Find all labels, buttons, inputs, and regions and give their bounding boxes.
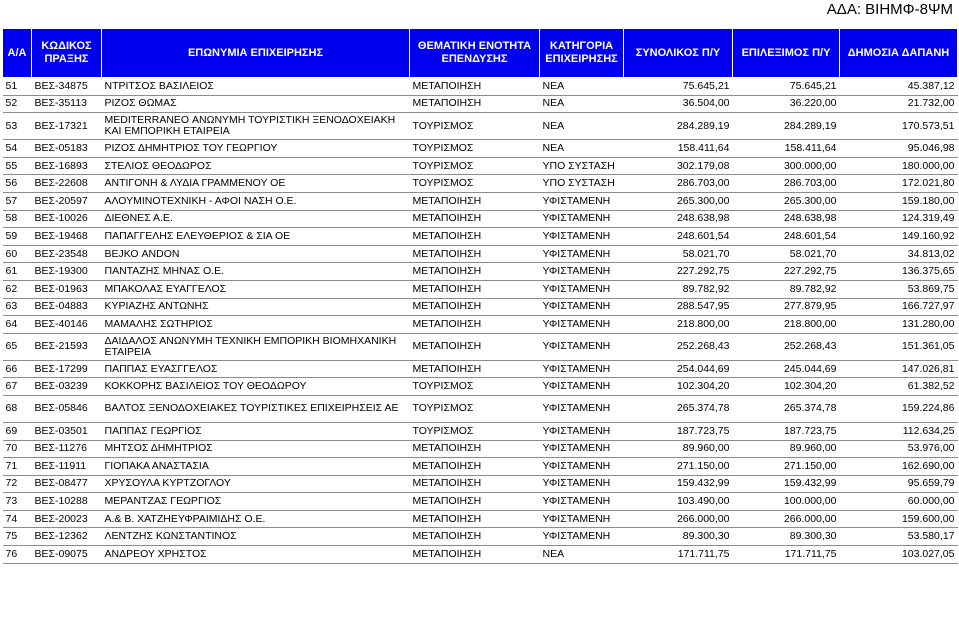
cell-total: 75.645,21 xyxy=(624,78,733,96)
cell-category: ΝΕΑ xyxy=(540,546,624,564)
cell-public: 166.727,97 xyxy=(840,298,958,316)
table-row xyxy=(3,113,958,140)
cell-category: ΥΦΙΣΤΑΜΕΝΗ xyxy=(540,528,624,546)
cell-public: 45.387,12 xyxy=(840,78,958,96)
cell-name: ΠΑΠΠΑΣ ΕΥΑΣΓΓΕΛΟΣ xyxy=(102,360,410,378)
cell-aa: 69 xyxy=(3,422,32,440)
cell-total: 265.300,00 xyxy=(624,192,733,210)
cell-public: 131.280,00 xyxy=(840,316,958,334)
table-row xyxy=(3,210,958,228)
table-row xyxy=(3,157,958,175)
cell-code: ΒΕΣ-20023 xyxy=(32,510,102,528)
cell-code: ΒΕΣ-19468 xyxy=(32,228,102,246)
cell-public: 124.319,49 xyxy=(840,210,958,228)
table-row xyxy=(3,333,958,360)
table-row xyxy=(3,263,958,281)
cell-name: ΠΑΠΠΑΣ ΓΕΩΡΓΙΟΣ xyxy=(102,422,410,440)
cell-name: ΓΙΟΠΑΚΑ ΑΝΑΣΤΑΣΙΑ xyxy=(102,458,410,476)
cell-aa: 75 xyxy=(3,528,32,546)
table-row xyxy=(3,175,958,193)
cell-category: ΥΦΙΣΤΑΜΕΝΗ xyxy=(540,395,624,422)
cell-unit: ΜΕΤΑΠΟΙΗΣΗ xyxy=(410,298,540,316)
cell-name: ΜΕΡΑΝΤΖΑΣ ΓΕΩΡΓΙΟΣ xyxy=(102,493,410,511)
cell-aa: 51 xyxy=(3,78,32,96)
cell-unit: ΜΕΤΑΠΟΙΗΣΗ xyxy=(410,95,540,113)
cell-total: 227.292,75 xyxy=(624,263,733,281)
cell-eligible: 252.268,43 xyxy=(733,333,840,360)
cell-name: ΑΝΔΡΕΟΥ ΧΡΗΣΤΟΣ xyxy=(102,546,410,564)
col-header-code: ΚΩΔΙΚΟΣ ΠΡΑΞΗΣ xyxy=(32,29,102,78)
cell-eligible: 300.000,00 xyxy=(733,157,840,175)
cell-name: ΑΝΤΙΓΟΝΗ & ΛΥΔΙΑ ΓΡΑΜΜΕΝΟΥ ΟΕ xyxy=(102,175,410,193)
col-header-total: ΣΥΝΟΛΙΚΟΣ Π/Υ xyxy=(624,29,733,78)
cell-aa: 62 xyxy=(3,280,32,298)
cell-total: 102.304,20 xyxy=(624,378,733,396)
cell-aa: 65 xyxy=(3,333,32,360)
cell-unit: ΜΕΤΑΠΟΙΗΣΗ xyxy=(410,493,540,511)
col-header-eligible: ΕΠΙΛΕΞΙΜΟΣ Π/Υ xyxy=(733,29,840,78)
cell-name: ΡΙΖΟΣ ΔΗΜΗΤΡΙΟΣ ΤΟΥ ΓΕΩΡΓΙΟΥ xyxy=(102,140,410,158)
table-row xyxy=(3,475,958,493)
ada-label: ΑΔΑ: ΒΙΗΜΦ-8ΨΜ xyxy=(826,1,953,18)
cell-eligible: 277.879,95 xyxy=(733,298,840,316)
cell-total: 58.021,70 xyxy=(624,245,733,263)
cell-eligible: 158.411,64 xyxy=(733,140,840,158)
cell-name: ΜΠΑΚΟΛΑΣ ΕΥΑΓΓΕΛΟΣ xyxy=(102,280,410,298)
cell-name: Α.& Β. ΧΑΤΖΗΕΥΦΡΑΙΜΙΔΗΣ Ο.Ε. xyxy=(102,510,410,528)
cell-eligible: 266.000,00 xyxy=(733,510,840,528)
cell-total: 103.490,00 xyxy=(624,493,733,511)
col-header-category: ΚΑΤΗΓΟΡΙΑ ΕΠΙΧΕΙΡΗΣΗΣ xyxy=(540,29,624,78)
cell-unit: ΤΟΥΡΙΣΜΟΣ xyxy=(410,378,540,396)
cell-eligible: 248.601,54 xyxy=(733,228,840,246)
cell-aa: 66 xyxy=(3,360,32,378)
cell-category: ΥΠΟ ΣΥΣΤΑΣΗ xyxy=(540,157,624,175)
col-header-aa: Α/Α xyxy=(3,29,32,78)
cell-public: 151.361,05 xyxy=(840,333,958,360)
cell-code: ΒΕΣ-17321 xyxy=(32,113,102,140)
table-row xyxy=(3,280,958,298)
col-header-unit: ΘΕΜΑΤΙΚΗ ΕΝΟΤΗΤΑ ΕΠΕΝΔΥΣΗΣ xyxy=(410,29,540,78)
cell-unit: ΜΕΤΑΠΟΙΗΣΗ xyxy=(410,245,540,263)
cell-eligible: 271.150,00 xyxy=(733,458,840,476)
cell-public: 34.813,02 xyxy=(840,245,958,263)
cell-category: ΥΦΙΣΤΑΜΕΝΗ xyxy=(540,316,624,334)
cell-eligible: 102.304,20 xyxy=(733,378,840,396)
cell-eligible: 227.292,75 xyxy=(733,263,840,281)
cell-category: ΥΦΙΣΤΑΜΕΝΗ xyxy=(540,440,624,458)
cell-code: ΒΕΣ-40146 xyxy=(32,316,102,334)
table-row xyxy=(3,95,958,113)
cell-aa: 54 xyxy=(3,140,32,158)
cell-code: ΒΕΣ-19300 xyxy=(32,263,102,281)
cell-total: 265.374,78 xyxy=(624,395,733,422)
cell-aa: 57 xyxy=(3,192,32,210)
cell-name: ΡΙΖΟΣ ΘΩΜΑΣ xyxy=(102,95,410,113)
cell-name: ΧΡΥΣΟΥΛΑ ΚΥΡΤΖΟΓΛΟΥ xyxy=(102,475,410,493)
cell-name: ΜΑΜΑΛΗΣ ΣΩΤΗΡΙΟΣ xyxy=(102,316,410,334)
cell-total: 218.800,00 xyxy=(624,316,733,334)
cell-eligible: 171.711,75 xyxy=(733,546,840,564)
cell-aa: 76 xyxy=(3,546,32,564)
cell-public: 162.690,00 xyxy=(840,458,958,476)
cell-unit: ΤΟΥΡΙΣΜΟΣ xyxy=(410,157,540,175)
table-row xyxy=(3,395,958,422)
cell-total: 89.782,92 xyxy=(624,280,733,298)
cell-eligible: 36.220,00 xyxy=(733,95,840,113)
table-row xyxy=(3,316,958,334)
cell-aa: 53 xyxy=(3,113,32,140)
table-row xyxy=(3,440,958,458)
cell-total: 89.300,30 xyxy=(624,528,733,546)
table-row xyxy=(3,458,958,476)
cell-unit: ΜΕΤΑΠΟΙΗΣΗ xyxy=(410,528,540,546)
cell-unit: ΜΕΤΑΠΟΙΗΣΗ xyxy=(410,546,540,564)
cell-public: 159.600,00 xyxy=(840,510,958,528)
cell-total: 248.638,98 xyxy=(624,210,733,228)
table-row xyxy=(3,360,958,378)
cell-name: ΠΑΝΤΑΖΗΣ ΜΗΝΑΣ Ο.Ε. xyxy=(102,263,410,281)
cell-code: ΒΕΣ-01963 xyxy=(32,280,102,298)
table-row xyxy=(3,192,958,210)
cell-aa: 63 xyxy=(3,298,32,316)
col-header-public: ΔΗΜΟΣΙΑ ΔΑΠΑΝΗ xyxy=(840,29,958,78)
cell-aa: 58 xyxy=(3,210,32,228)
cell-total: 288.547,95 xyxy=(624,298,733,316)
cell-code: ΒΕΣ-20597 xyxy=(32,192,102,210)
table-row xyxy=(3,528,958,546)
cell-name: ΠΑΠΑΓΓΕΛΗΣ ΕΛΕΥΘΕΡΙΟΣ & ΣΙΑ ΟΕ xyxy=(102,228,410,246)
cell-eligible: 265.300,00 xyxy=(733,192,840,210)
cell-unit: ΤΟΥΡΙΣΜΟΣ xyxy=(410,113,540,140)
cell-public: 136.375,65 xyxy=(840,263,958,281)
cell-category: ΥΦΙΣΤΑΜΕΝΗ xyxy=(540,493,624,511)
cell-total: 252.268,43 xyxy=(624,333,733,360)
cell-public: 147.026,81 xyxy=(840,360,958,378)
table-header-row xyxy=(3,29,958,78)
cell-code: ΒΕΣ-34875 xyxy=(32,78,102,96)
table-row xyxy=(3,510,958,528)
cell-public: 53.580,17 xyxy=(840,528,958,546)
cell-unit: ΜΕΤΑΠΟΙΗΣΗ xyxy=(410,360,540,378)
cell-eligible: 89.782,92 xyxy=(733,280,840,298)
cell-category: ΝΕΑ xyxy=(540,95,624,113)
cell-total: 36.504,00 xyxy=(624,95,733,113)
cell-eligible: 159.432,99 xyxy=(733,475,840,493)
cell-category: ΥΦΙΣΤΑΜΕΝΗ xyxy=(540,263,624,281)
table-row xyxy=(3,78,958,96)
cell-category: ΥΦΙΣΤΑΜΕΝΗ xyxy=(540,422,624,440)
cell-eligible: 100.000,00 xyxy=(733,493,840,511)
cell-total: 187.723,75 xyxy=(624,422,733,440)
cell-category: ΥΦΙΣΤΑΜΕΝΗ xyxy=(540,192,624,210)
cell-total: 159.432,99 xyxy=(624,475,733,493)
cell-eligible: 248.638,98 xyxy=(733,210,840,228)
table-row xyxy=(3,245,958,263)
cell-total: 171.711,75 xyxy=(624,546,733,564)
cell-unit: ΜΕΤΑΠΟΙΗΣΗ xyxy=(410,210,540,228)
cell-name: ΔΙΕΘΝΕΣ Α.Ε. xyxy=(102,210,410,228)
table-row xyxy=(3,422,958,440)
cell-public: 103.027,05 xyxy=(840,546,958,564)
table-row xyxy=(3,546,958,564)
cell-category: ΥΦΙΣΤΑΜΕΝΗ xyxy=(540,210,624,228)
cell-unit: ΤΟΥΡΙΣΜΟΣ xyxy=(410,395,540,422)
cell-name: ΝΤΡΙΤΣΟΣ ΒΑΣΙΛΕΙΟΣ xyxy=(102,78,410,96)
cell-public: 159.180,00 xyxy=(840,192,958,210)
cell-name: ΒΕJΚΟ ANDON xyxy=(102,245,410,263)
cell-total: 158.411,64 xyxy=(624,140,733,158)
cell-name: ΜΗΤΣΟΣ ΔΗΜΗΤΡΙΟΣ xyxy=(102,440,410,458)
cell-aa: 55 xyxy=(3,157,32,175)
cell-code: ΒΕΣ-09075 xyxy=(32,546,102,564)
cell-eligible: 286.703,00 xyxy=(733,175,840,193)
cell-name: ΑΛΟΥΜΙΝΟΤΕΧΝΙΚΗ - ΑΦΟΙ ΝΑΣΗ Ο.Ε. xyxy=(102,192,410,210)
cell-code: ΒΕΣ-17299 xyxy=(32,360,102,378)
cell-code: ΒΕΣ-10288 xyxy=(32,493,102,511)
cell-unit: ΤΟΥΡΙΣΜΟΣ xyxy=(410,422,540,440)
col-header-name: ΕΠΩΝΥΜΙΑ ΕΠΙΧΕΙΡΗΣΗΣ xyxy=(102,29,410,78)
cell-name: ΚΟΚΚΟΡΗΣ ΒΑΣΙΛΕΙΟΣ ΤΟΥ ΘΕΟΔΩΡΟΥ xyxy=(102,378,410,396)
cell-public: 61.382,52 xyxy=(840,378,958,396)
table-row xyxy=(3,493,958,511)
cell-public: 53.976,00 xyxy=(840,440,958,458)
cell-category: ΥΦΙΣΤΑΜΕΝΗ xyxy=(540,280,624,298)
cell-total: 266.000,00 xyxy=(624,510,733,528)
cell-category: ΝΕΑ xyxy=(540,113,624,140)
cell-category: ΝΕΑ xyxy=(540,140,624,158)
cell-eligible: 75.645,21 xyxy=(733,78,840,96)
cell-category: ΥΦΙΣΤΑΜΕΝΗ xyxy=(540,228,624,246)
cell-total: 248.601,54 xyxy=(624,228,733,246)
cell-name: ΣΤΕΛΙΟΣ ΘΕΟΔΩΡΟΣ xyxy=(102,157,410,175)
cell-name: ΚΥΡΙΑΖΗΣ ΑΝΤΩΝΗΣ xyxy=(102,298,410,316)
cell-unit: ΜΕΤΑΠΟΙΗΣΗ xyxy=(410,192,540,210)
cell-total: 284.289,19 xyxy=(624,113,733,140)
cell-unit: ΜΕΤΑΠΟΙΗΣΗ xyxy=(410,263,540,281)
cell-code: ΒΕΣ-23548 xyxy=(32,245,102,263)
cell-eligible: 245.044,69 xyxy=(733,360,840,378)
cell-aa: 70 xyxy=(3,440,32,458)
cell-public: 95.659,79 xyxy=(840,475,958,493)
cell-unit: ΜΕΤΑΠΟΙΗΣΗ xyxy=(410,333,540,360)
cell-code: ΒΕΣ-04883 xyxy=(32,298,102,316)
cell-public: 21.732,00 xyxy=(840,95,958,113)
cell-aa: 73 xyxy=(3,493,32,511)
cell-total: 302.179,08 xyxy=(624,157,733,175)
cell-eligible: 187.723,75 xyxy=(733,422,840,440)
cell-public: 149.160,92 xyxy=(840,228,958,246)
cell-public: 170.573,51 xyxy=(840,113,958,140)
cell-category: ΥΦΙΣΤΑΜΕΝΗ xyxy=(540,475,624,493)
cell-eligible: 89.960,00 xyxy=(733,440,840,458)
table-row xyxy=(3,378,958,396)
cell-aa: 60 xyxy=(3,245,32,263)
cell-public: 95.046,98 xyxy=(840,140,958,158)
cell-aa: 61 xyxy=(3,263,32,281)
cell-category: ΥΦΙΣΤΑΜΕΝΗ xyxy=(540,245,624,263)
cell-public: 60.000,00 xyxy=(840,493,958,511)
cell-code: ΒΕΣ-21593 xyxy=(32,333,102,360)
cell-public: 112.634,25 xyxy=(840,422,958,440)
cell-code: ΒΕΣ-12362 xyxy=(32,528,102,546)
cell-eligible: 218.800,00 xyxy=(733,316,840,334)
cell-total: 89.960,00 xyxy=(624,440,733,458)
cell-code: ΒΕΣ-05183 xyxy=(32,140,102,158)
cell-code: ΒΕΣ-05846 xyxy=(32,395,102,422)
cell-code: ΒΕΣ-10026 xyxy=(32,210,102,228)
cell-code: ΒΕΣ-08477 xyxy=(32,475,102,493)
cell-unit: ΜΕΤΑΠΟΙΗΣΗ xyxy=(410,78,540,96)
cell-code: ΒΕΣ-16893 xyxy=(32,157,102,175)
cell-eligible: 89.300,30 xyxy=(733,528,840,546)
cell-code: ΒΕΣ-03501 xyxy=(32,422,102,440)
cell-category: ΥΦΙΣΤΑΜΕΝΗ xyxy=(540,298,624,316)
cell-public: 159.224,86 xyxy=(840,395,958,422)
cell-category: ΝΕΑ xyxy=(540,78,624,96)
cell-unit: ΜΕΤΑΠΟΙΗΣΗ xyxy=(410,458,540,476)
cell-category: ΥΦΙΣΤΑΜΕΝΗ xyxy=(540,458,624,476)
cell-total: 271.150,00 xyxy=(624,458,733,476)
cell-public: 180.000,00 xyxy=(840,157,958,175)
cell-aa: 56 xyxy=(3,175,32,193)
cell-code: ΒΕΣ-11911 xyxy=(32,458,102,476)
cell-unit: ΜΕΤΑΠΟΙΗΣΗ xyxy=(410,316,540,334)
cell-name: MEDITERRANEO ΑΝΩΝΥΜΗ ΤΟΥΡΙΣΤΙΚΗ ΞΕΝΟΔΟΧΕΙΑΚΗ ΚΑΙ ΕΜΠΟΡΙΚΗ ΕΤΑΙΡΕΙΑ xyxy=(102,113,410,140)
cell-unit: ΜΕΤΑΠΟΙΗΣΗ xyxy=(410,228,540,246)
cell-code: ΒΕΣ-35113 xyxy=(32,95,102,113)
beneficiaries-table xyxy=(2,28,958,564)
cell-name: ΛΕΝΤΖΗΣ ΚΩΝΣΤΑΝΤΙΝΟΣ xyxy=(102,528,410,546)
cell-aa: 59 xyxy=(3,228,32,246)
cell-name: ΔΑΙΔΑΛΟΣ ΑΝΩΝΥΜΗ ΤΕΧΝΙΚΗ ΕΜΠΟΡΙΚΗ ΒΙΟΜΗΧΑΝΙΚΗ ΕΤΑΙΡΕΙΑ xyxy=(102,333,410,360)
cell-aa: 67 xyxy=(3,378,32,396)
cell-public: 53.869,75 xyxy=(840,280,958,298)
cell-eligible: 58.021,70 xyxy=(733,245,840,263)
cell-aa: 68 xyxy=(3,395,32,422)
cell-code: ΒΕΣ-11276 xyxy=(32,440,102,458)
table-row xyxy=(3,228,958,246)
cell-unit: ΜΕΤΑΠΟΙΗΣΗ xyxy=(410,475,540,493)
cell-unit: ΜΕΤΑΠΟΙΗΣΗ xyxy=(410,510,540,528)
cell-category: ΥΦΙΣΤΑΜΕΝΗ xyxy=(540,333,624,360)
cell-public: 172.021,80 xyxy=(840,175,958,193)
cell-code: ΒΕΣ-22608 xyxy=(32,175,102,193)
table-row xyxy=(3,140,958,158)
cell-name: ΒΑΛΤΟΣ ΞΕΝΟΔΟΧΕΙΑΚΕΣ ΤΟΥΡΙΣΤΙΚΕΣ ΕΠΙΧΕΙΡΗΣΕΙΣ ΑΕ xyxy=(102,395,410,422)
cell-unit: ΜΕΤΑΠΟΙΗΣΗ xyxy=(410,280,540,298)
cell-aa: 74 xyxy=(3,510,32,528)
cell-eligible: 265.374,78 xyxy=(733,395,840,422)
cell-aa: 71 xyxy=(3,458,32,476)
cell-code: ΒΕΣ-03239 xyxy=(32,378,102,396)
cell-total: 286.703,00 xyxy=(624,175,733,193)
cell-category: ΥΦΙΣΤΑΜΕΝΗ xyxy=(540,378,624,396)
table-row xyxy=(3,298,958,316)
cell-unit: ΤΟΥΡΙΣΜΟΣ xyxy=(410,175,540,193)
cell-aa: 72 xyxy=(3,475,32,493)
cell-unit: ΜΕΤΑΠΟΙΗΣΗ xyxy=(410,440,540,458)
cell-total: 254.044,69 xyxy=(624,360,733,378)
cell-unit: ΤΟΥΡΙΣΜΟΣ xyxy=(410,140,540,158)
cell-aa: 52 xyxy=(3,95,32,113)
cell-eligible: 284.289,19 xyxy=(733,113,840,140)
cell-category: ΥΦΙΣΤΑΜΕΝΗ xyxy=(540,360,624,378)
cell-aa: 64 xyxy=(3,316,32,334)
cell-category: ΥΦΙΣΤΑΜΕΝΗ xyxy=(540,510,624,528)
cell-category: ΥΠΟ ΣΥΣΤΑΣΗ xyxy=(540,175,624,193)
